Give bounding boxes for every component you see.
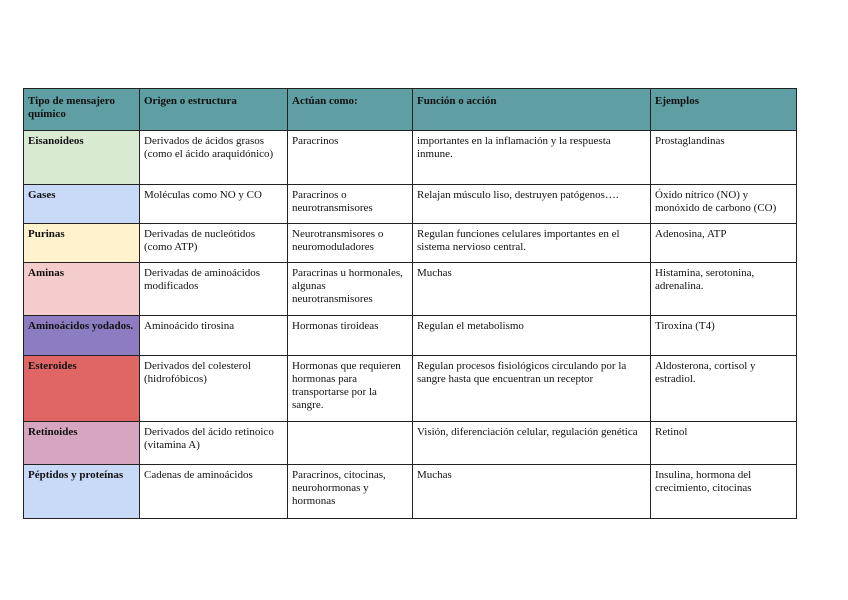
cell-origen: Derivados del ácido retinoico (vitamina A) [140,422,288,465]
cell-actuan: Hormonas que requieren hormonas para transportarse por la sangre. [288,356,413,422]
cell-actuan: Paracrinos o neurotransmisores [288,185,413,224]
cell-origen: Derivadas de nucleótidos (como ATP) [140,224,288,263]
cell-ejemplos: Retinol [651,422,797,465]
table-row [24,131,797,185]
cell-tipo: Retinoides [24,422,140,465]
table-row [24,316,797,356]
table-header-row [24,89,797,131]
header-funcion: Función o acción [413,89,651,131]
cell-origen: Moléculas como NO y CO [140,185,288,224]
table-row [24,422,797,465]
cell-actuan: Paracrinos, citocinas, neurohormonas y hormonas [288,465,413,519]
table-row [24,465,797,519]
cell-ejemplos: Adenosina, ATP [651,224,797,263]
cell-funcion: Visión, diferenciación celular, regulación genética [413,422,651,465]
cell-tipo: Purinas [24,224,140,263]
cell-funcion: Regulan el metabolismo [413,316,651,356]
cell-tipo: Péptidos y proteínas [24,465,140,519]
cell-origen: Derivados del colesterol (hidrofóbicos) [140,356,288,422]
cell-tipo: Gases [24,185,140,224]
cell-tipo: Aminoácidos yodados. [24,316,140,356]
cell-tipo: Eisanoideos [24,131,140,185]
cell-actuan: Paracrinos [288,131,413,185]
cell-origen: Derivados de ácidos grasos (como el ácido araquidónico) [140,131,288,185]
cell-actuan: Neurotransmisores o neuromoduladores [288,224,413,263]
cell-actuan: Paracrinas u hormonales, algunas neurotransmisores [288,263,413,316]
header-tipo: Tipo de mensajero químico [24,89,140,131]
cell-origen: Derivadas de aminoácidos modificados [140,263,288,316]
cell-ejemplos: Insulina, hormona del crecimiento, citocinas [651,465,797,519]
cell-ejemplos: Aldosterona, cortisol y estradiol. [651,356,797,422]
cell-actuan: Hormonas tiroideas [288,316,413,356]
cell-ejemplos: Histamina, serotonina, adrenalina. [651,263,797,316]
table-row [24,224,797,263]
cell-funcion: Regulan funciones celulares importantes en el sistema nervioso central. [413,224,651,263]
cell-ejemplos: Óxido nítrico (NO) y monóxido de carbono (CO) [651,185,797,224]
cell-origen: Cadenas de aminoácidos [140,465,288,519]
cell-tipo: Aminas [24,263,140,316]
header-origen: Origen o estructura [140,89,288,131]
cell-tipo: Esteroides [24,356,140,422]
header-actuan: Actúan como: [288,89,413,131]
cell-funcion: Muchas [413,263,651,316]
cell-funcion: Muchas [413,465,651,519]
header-ejemplos: Ejemplos [651,89,797,131]
cell-actuan [288,422,413,465]
cell-funcion: Regulan procesos fisiológicos circulando por la sangre hasta que encuentran un receptor [413,356,651,422]
table-row [24,356,797,422]
cell-funcion: Relajan músculo liso, destruyen patógenos…. [413,185,651,224]
table-row [24,185,797,224]
cell-ejemplos: Prostaglandinas [651,131,797,185]
cell-funcion: importantes en la inflamación y la respuesta inmune. [413,131,651,185]
cell-origen: Aminoácido tirosina [140,316,288,356]
table-row [24,263,797,316]
cell-ejemplos: Tiroxina (T4) [651,316,797,356]
chemical-messengers-table [23,88,797,519]
